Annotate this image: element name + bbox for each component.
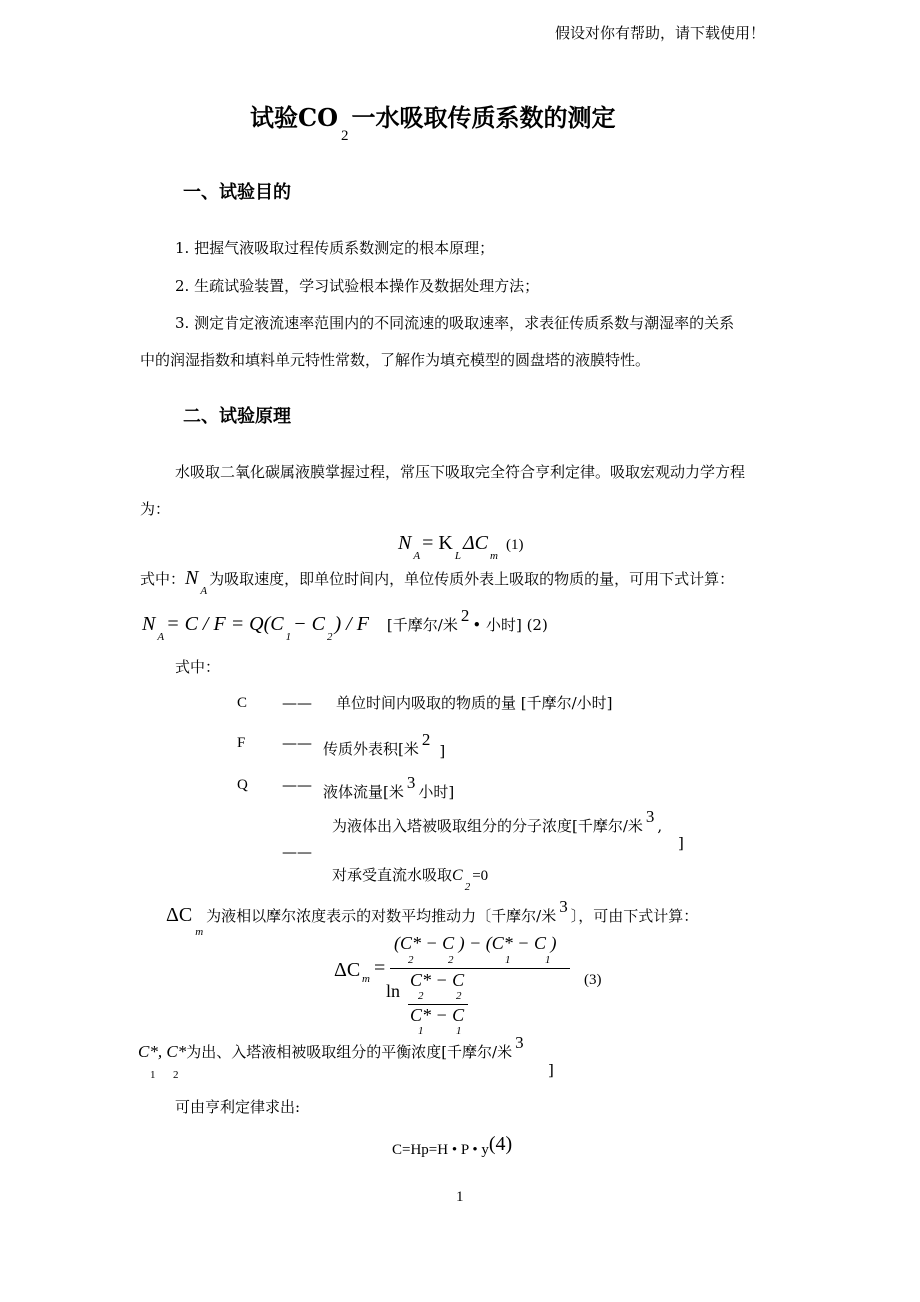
definition-water [332,866,489,893]
eq-sub: A [157,631,165,643]
objective-item: 3. 测定肯定液流速率范围内的不同流速的吸取速率，求表征传质系数与潮湿率的关系 [175,314,735,332]
eq-symbol: − C [293,613,325,635]
def-text: 传质外表积[米 [323,740,419,758]
title-pre: 试验CO [250,103,339,132]
eq-symbol: C*, C* [138,1042,187,1061]
eq-sub: m [195,926,204,938]
eq-sub: 2 [456,990,462,1002]
page-number: 1 [456,1189,464,1205]
def-sup: 3 [406,773,416,792]
eq-sup: 2 [460,606,470,625]
page-title [250,103,616,144]
eq-sub: A [200,585,208,597]
def-text: 为液体出入塔被吸取组分的分子浓度[千摩尔/米 [332,817,643,835]
eq-number: (3) [584,972,602,988]
henry-law-text: 可由亨利定律求出: [175,1098,301,1116]
def-text: 为液相以摩尔浓度表示的对数平均推动力〔千摩尔/米 [206,907,557,925]
def-f-text [323,730,446,760]
eq-sub: A [413,550,421,562]
eq-sub: 1 [418,1025,424,1037]
eq-symbol: ΔC [334,959,361,981]
def-dash: —— [282,734,312,752]
eq-symbol: = [374,957,386,979]
where-label: 式中： [140,570,186,588]
def-text: ] [439,742,446,760]
eq-symbol: C [452,867,463,884]
eq-unit: [千摩尔/米 [386,616,458,634]
def-text: 单位时间内吸取的物质的量 [千摩尔/小时] [336,694,613,712]
def-sup: 3 [645,807,655,826]
eq-sub: 1 [150,1069,156,1081]
fraction-bar [390,968,570,969]
eq-numerator: (C* − C ) − (C* − C ) [394,933,557,953]
equation-4 [392,1133,513,1158]
section1-heading: 一、试验目的 [183,182,291,203]
def-text: , [657,817,663,835]
def-dash: —— [282,843,312,861]
def-text: ] [678,834,684,852]
objective-item: 2. 生疏试验装置，学习试验根本操作及数据处理方法； [175,277,540,295]
def-text: =0 [472,868,489,884]
def-symbol: F [237,735,246,751]
where-label: 式中： [175,658,221,676]
def-dash: —— [282,694,312,712]
eq-sub: m [490,550,498,562]
equation-2 [142,606,548,643]
eq-number: (4) [488,1133,513,1155]
where-na-line [140,567,735,597]
def-text: 对承受直流水吸取 [332,866,453,884]
eq-sub: m [362,973,370,985]
def-sup: 2 [421,730,431,749]
dcm-definition [166,897,699,938]
title-post: 一水吸取传质系数的测定 [351,103,616,132]
def-text: 〕，可由下式计算： [570,907,699,925]
eq-ln: ln [386,981,401,1001]
section2-heading: 二、试验原理 [183,406,291,427]
eq-sub: 2 [418,990,424,1002]
where-text: 为吸取速度，即单位时间内，单位传质外表上吸取的物质的量，可用下式计算： [209,570,735,588]
eq-number: (1) [505,537,524,553]
objective-item-cont: 中的润湿指数和填料单元特性常数，了解作为填充模型的圆盘塔的液膜特性。 [140,351,651,369]
eq-text: C=Hp=H • P • y [392,1142,489,1158]
eq-sub: 1 [456,1025,462,1037]
eq-symbol: = K [422,532,453,554]
cstar-text [138,1033,527,1061]
def-dash: —— [282,776,312,794]
def-symbol: C [237,695,248,711]
def-symbol: Q [237,777,248,793]
objective-item: 1. 把握气液吸取过程传质系数测定的根本原理； [175,239,495,257]
eq-symbol: N [142,613,156,635]
eq-sub: 2 [326,631,333,643]
eq-fraction-bottom: C* − C [410,1005,465,1025]
eq-sub: 2 [173,1069,179,1081]
eq-symbol: = C / F = Q(C [166,613,284,635]
def-sup: 3 [559,897,568,916]
header-note: 假设对你有帮助，请下载使用！ [555,24,766,42]
eq-symbol: N [398,532,412,554]
def-text: 液体流量[米 [323,783,404,801]
eq-sub: 2 [448,954,454,966]
def-text: ] [548,1061,554,1079]
def-q-text [323,773,455,801]
eq-sub: 2 [464,881,471,893]
eq-sub: 1 [505,954,511,966]
principle-paragraph-cont: 为： [140,500,171,518]
def-text: 为出、入塔液相被吸取组分的平衡浓度[千摩尔/米 [186,1043,513,1061]
eq-fraction-top: C* − C [410,970,465,990]
eq-symbol: N [185,567,199,589]
def-conc-text [332,807,663,835]
eq-sub: 1 [545,954,551,966]
title-sub: 2 [341,128,349,144]
eq-symbol: ΔC [166,904,193,926]
eq-sub: L [454,550,461,562]
eq-unit: • 小时] (2) [472,616,548,634]
def-sup: 3 [515,1033,524,1052]
eq-symbol: ΔC [462,532,489,554]
def-text: 小时] [418,783,455,801]
equation-1 [398,532,524,562]
eq-symbol: ) / F [334,613,369,635]
eq-sub: 1 [285,631,292,643]
eq-sub: 2 [408,954,414,966]
principle-paragraph: 水吸取二氧化碳属液膜掌握过程，常压下吸取完全符合亨利定律。吸取宏观动力学方程 [175,463,746,481]
